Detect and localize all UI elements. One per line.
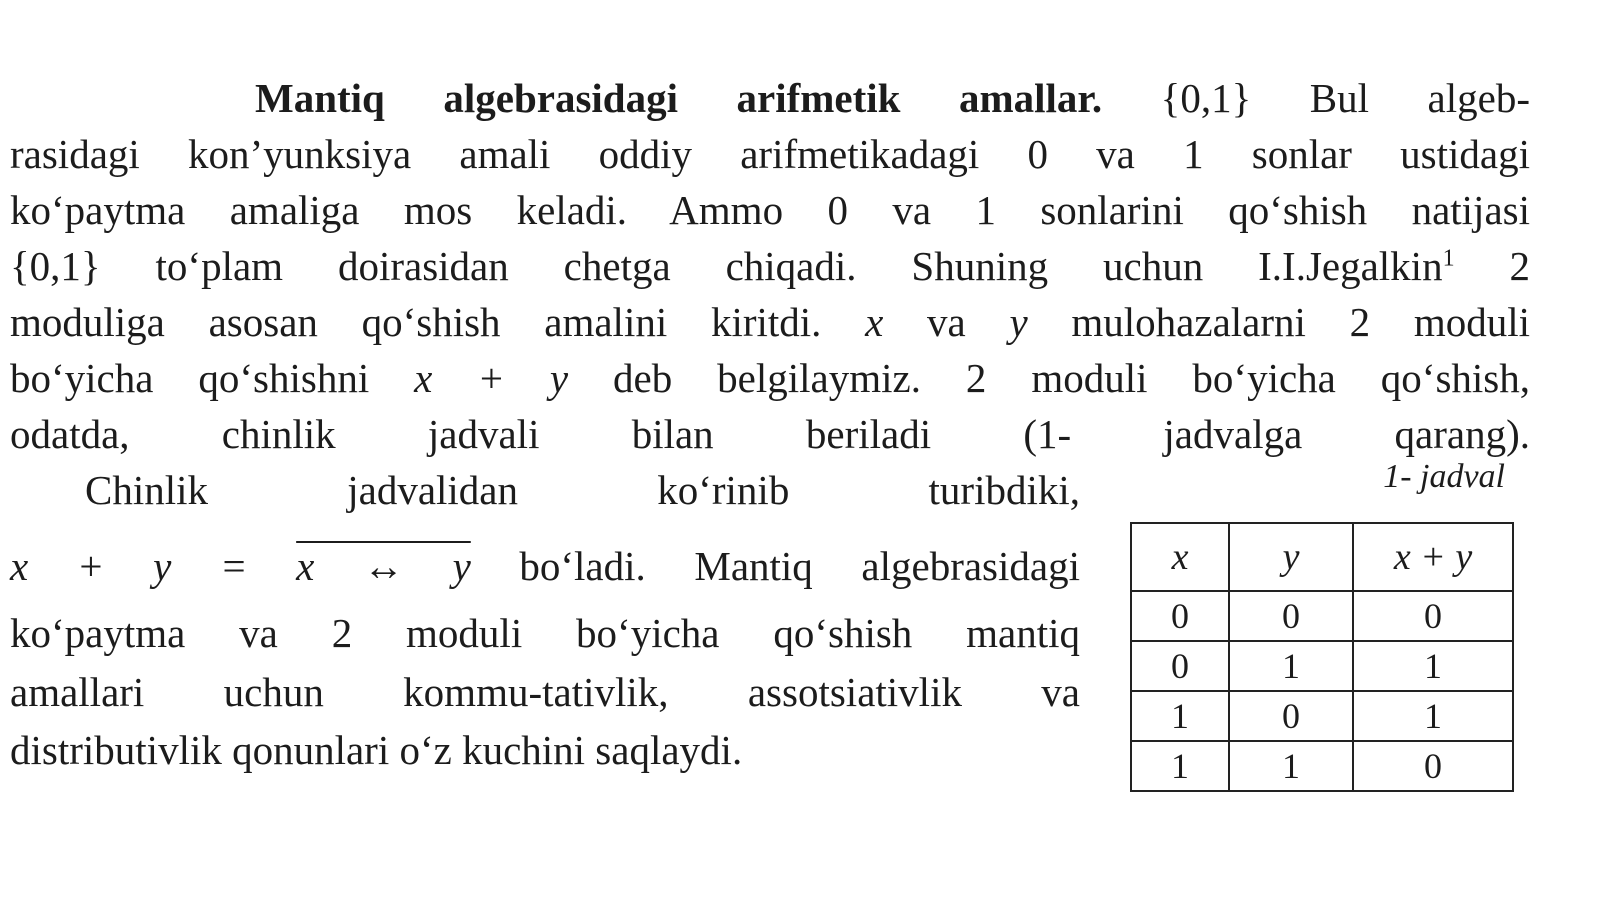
table-row [1131, 591, 1513, 641]
table-cell: 1 [1131, 691, 1229, 741]
table-cell: 1 [1131, 741, 1229, 791]
header-x: x [1131, 523, 1229, 591]
paragraph-line-9: x + y = x ↔ y bo‘ladi. Mantiq algebrasidagi [10, 543, 1080, 589]
xor-formula-left: x + y = [10, 543, 297, 589]
header-y: y [1229, 523, 1353, 591]
table-caption: 1- jadval [1383, 458, 1505, 495]
paragraph-line-11: amallari uchun kommu-tativlik, assotsiativlik va [10, 669, 1080, 715]
footnote-marker: 1 [1442, 245, 1455, 272]
table-cell: 1 [1353, 641, 1513, 691]
paragraph-line-5: moduliga asosan qo‘shish amalini kiritdi. x va y mulohazalarni 2 moduli [10, 299, 1531, 345]
paragraph-line-10: ko‘paytma va 2 moduli bo‘yicha qo‘shish mantiq [10, 610, 1080, 656]
paragraph-line-1: Mantiq algebrasidagi arifmetik amallar. {0,1} Bul algeb- [255, 75, 1530, 121]
paragraph-line-7: odatda, chinlik jadvali bilan beriladi (1- jadvalga qarang). [10, 411, 1530, 457]
table-cell: 0 [1353, 741, 1513, 791]
table-row [1131, 691, 1513, 741]
table-cell: 0 [1131, 591, 1229, 641]
table-cell: 0 [1353, 591, 1513, 641]
paragraph-line-6: bo‘yicha qo‘shishni x + y deb belgilaymiz. 2 moduli bo‘yicha qo‘shish, [10, 355, 1530, 401]
paragraph-line-4: {0,1} to‘plam doirasidan chetga chiqadi. Shuning uchun I.I.Jegalkin$^1$ 2 [10, 243, 1530, 289]
table-header-row [1131, 523, 1513, 591]
header-x-plus-y: x + y [1353, 523, 1513, 591]
section-heading: Mantiq algebrasidagi arifmetik amallar. [255, 75, 1103, 121]
table-cell: 1 [1353, 691, 1513, 741]
paragraph-line-3: ko‘paytma amaliga mos keladi. Ammo 0 va 1 sonlarini qo‘shish natijasi [10, 187, 1530, 233]
table-cell: 1 [1229, 641, 1353, 691]
paragraph-line-2: rasidagi kon’yunksiya amali oddiy arifmetikadagi 0 va 1 sonlar ustidagi [10, 131, 1530, 177]
paragraph-line-8: Chinlik jadvalidan ko‘rinib turibdiki, [85, 467, 1080, 513]
xor-formula-overline: x ↔ y [296, 543, 471, 589]
truth-table [1130, 522, 1514, 792]
table-row [1131, 641, 1513, 691]
paragraph-line-12: distributivlik qonunlari o‘z kuchini saqlaydi. [10, 727, 743, 773]
table-cell: 0 [1229, 591, 1353, 641]
table-row [1131, 741, 1513, 791]
table-cell: 1 [1229, 741, 1353, 791]
table-cell: 0 [1229, 691, 1353, 741]
table-cell: 0 [1131, 641, 1229, 691]
